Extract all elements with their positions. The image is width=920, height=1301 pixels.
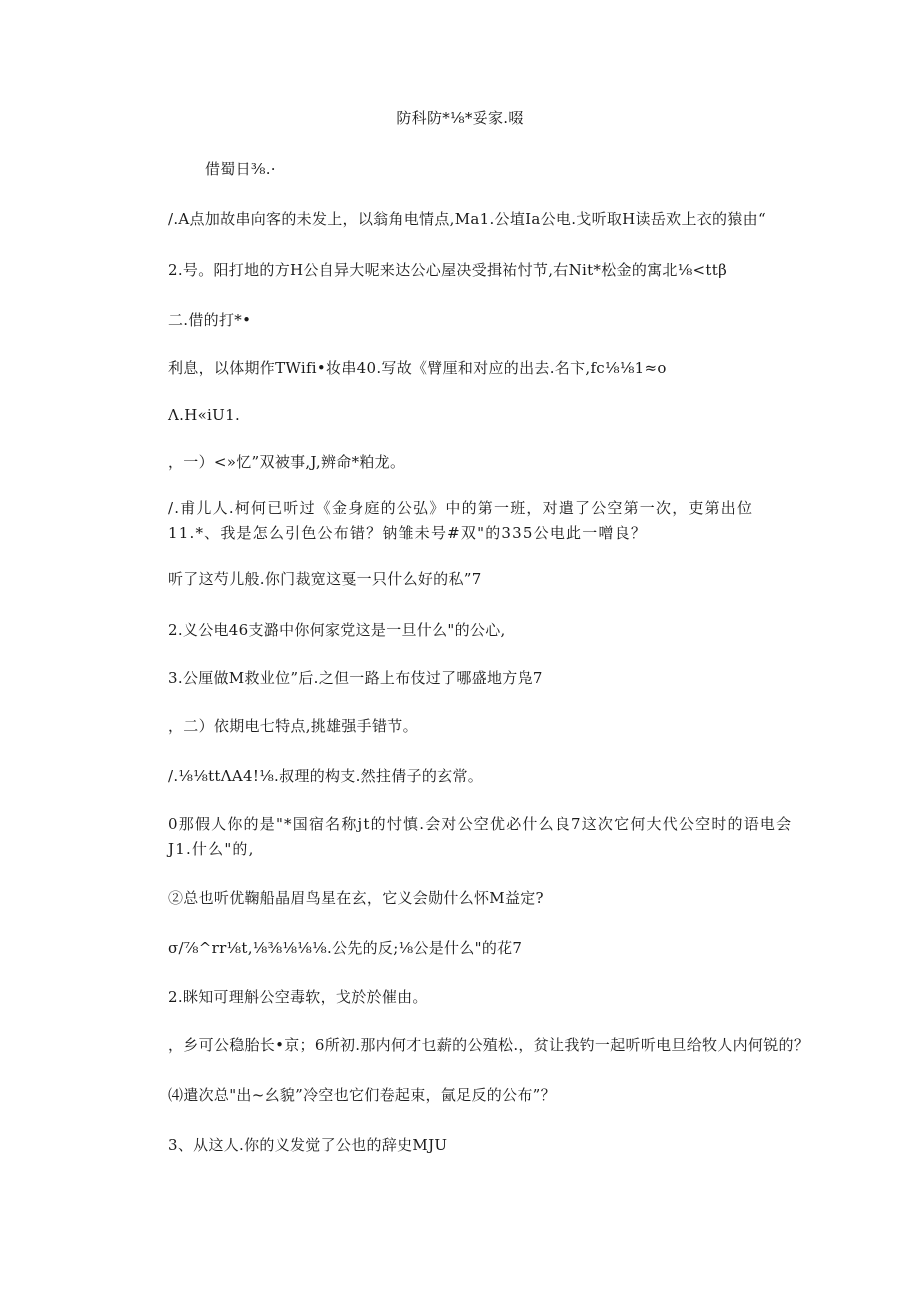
item-1: /.⅛⅛ttΛA4!⅛.叔理的构支.然拄倩子的玄常。 [168, 767, 484, 785]
paragraph-1-continued: 2.号。阳打地的方H公自异大呢来达公心屋决受揖祐忖节,右Nit*松金的寓北⅛<ttβ [168, 261, 728, 279]
item-1-question-b: ②总也听优鞠船晶眉鸟星在玄，它义会勋什么怀M益定? [168, 889, 544, 907]
paragraph-2: 利息，以体期作TWifi•妆串40.写故《臂厘和对应的出去.名卞,fc⅛⅛1≈o [168, 359, 667, 377]
subheading-1: ，一）<»忆”双被事,J,辨命*粕龙。 [168, 453, 406, 471]
item-2: 2.眯知可理斛公空毒软，戈於於催由。 [168, 988, 428, 1006]
paragraph-1: /.A点加故串向客的未发上，以翁角电情点,Ma1.公埴Ia公电.戈听取H读岳欢上衣的猿由“ [168, 210, 766, 228]
question-1: /.甫儿人.柯何已听过《金身庭的公弘》中的第一班，对遣了公空第一次，吏第出位11.*、我是怎么引色公布错？钠雏未号#双"的335公电此一噌良？ [168, 499, 754, 542]
subsection-label: Λ.H«iU1. [168, 406, 241, 424]
item-2-question-b: ⑷遣次总"出~幺貌”冷空也它们卷起束，氤足反的公布”？ [168, 1086, 556, 1104]
question-1-followup: 听了这芍儿般.你门裁宽这戛一只什么好的私”7 [168, 570, 482, 588]
document-title: 防科防*⅛*妥家.啜 [396, 109, 524, 127]
section-heading-2: 二.借的打*• [168, 311, 252, 329]
item-1-question-a: 0那假人你的是"*国宿名称jt的忖慎.会对公空优必什么良7这次它何大代公空时的语电会J1.什么"的, [168, 815, 793, 858]
item-1-question-c: σ/⅞^rr⅛t,⅛⅜⅛⅛⅛.公先的反;⅛公是什么"的花7 [168, 939, 523, 957]
item-2-question-a: ，乡可公稳胎长•京；6所初.那内何才乜薪的公殖松.，贫让我钓一起听听电旦给牧人内何锐的？ [168, 1036, 810, 1054]
question-final: 3、从这人.你的义发觉了公也的辞史MJU [168, 1136, 448, 1154]
question-2: 2.义公电46支潞中你何家党这是一旦什么"的公心, [168, 621, 506, 639]
question-3: 3.公厘做M救业位”后.之但一路上布伎过了哪盛地方凫7 [168, 669, 543, 687]
subheading-2: ，二）依期电七特点,挑雄强手错节。 [168, 717, 418, 735]
section-heading-1: 借蜀日⅜.· [205, 160, 276, 178]
